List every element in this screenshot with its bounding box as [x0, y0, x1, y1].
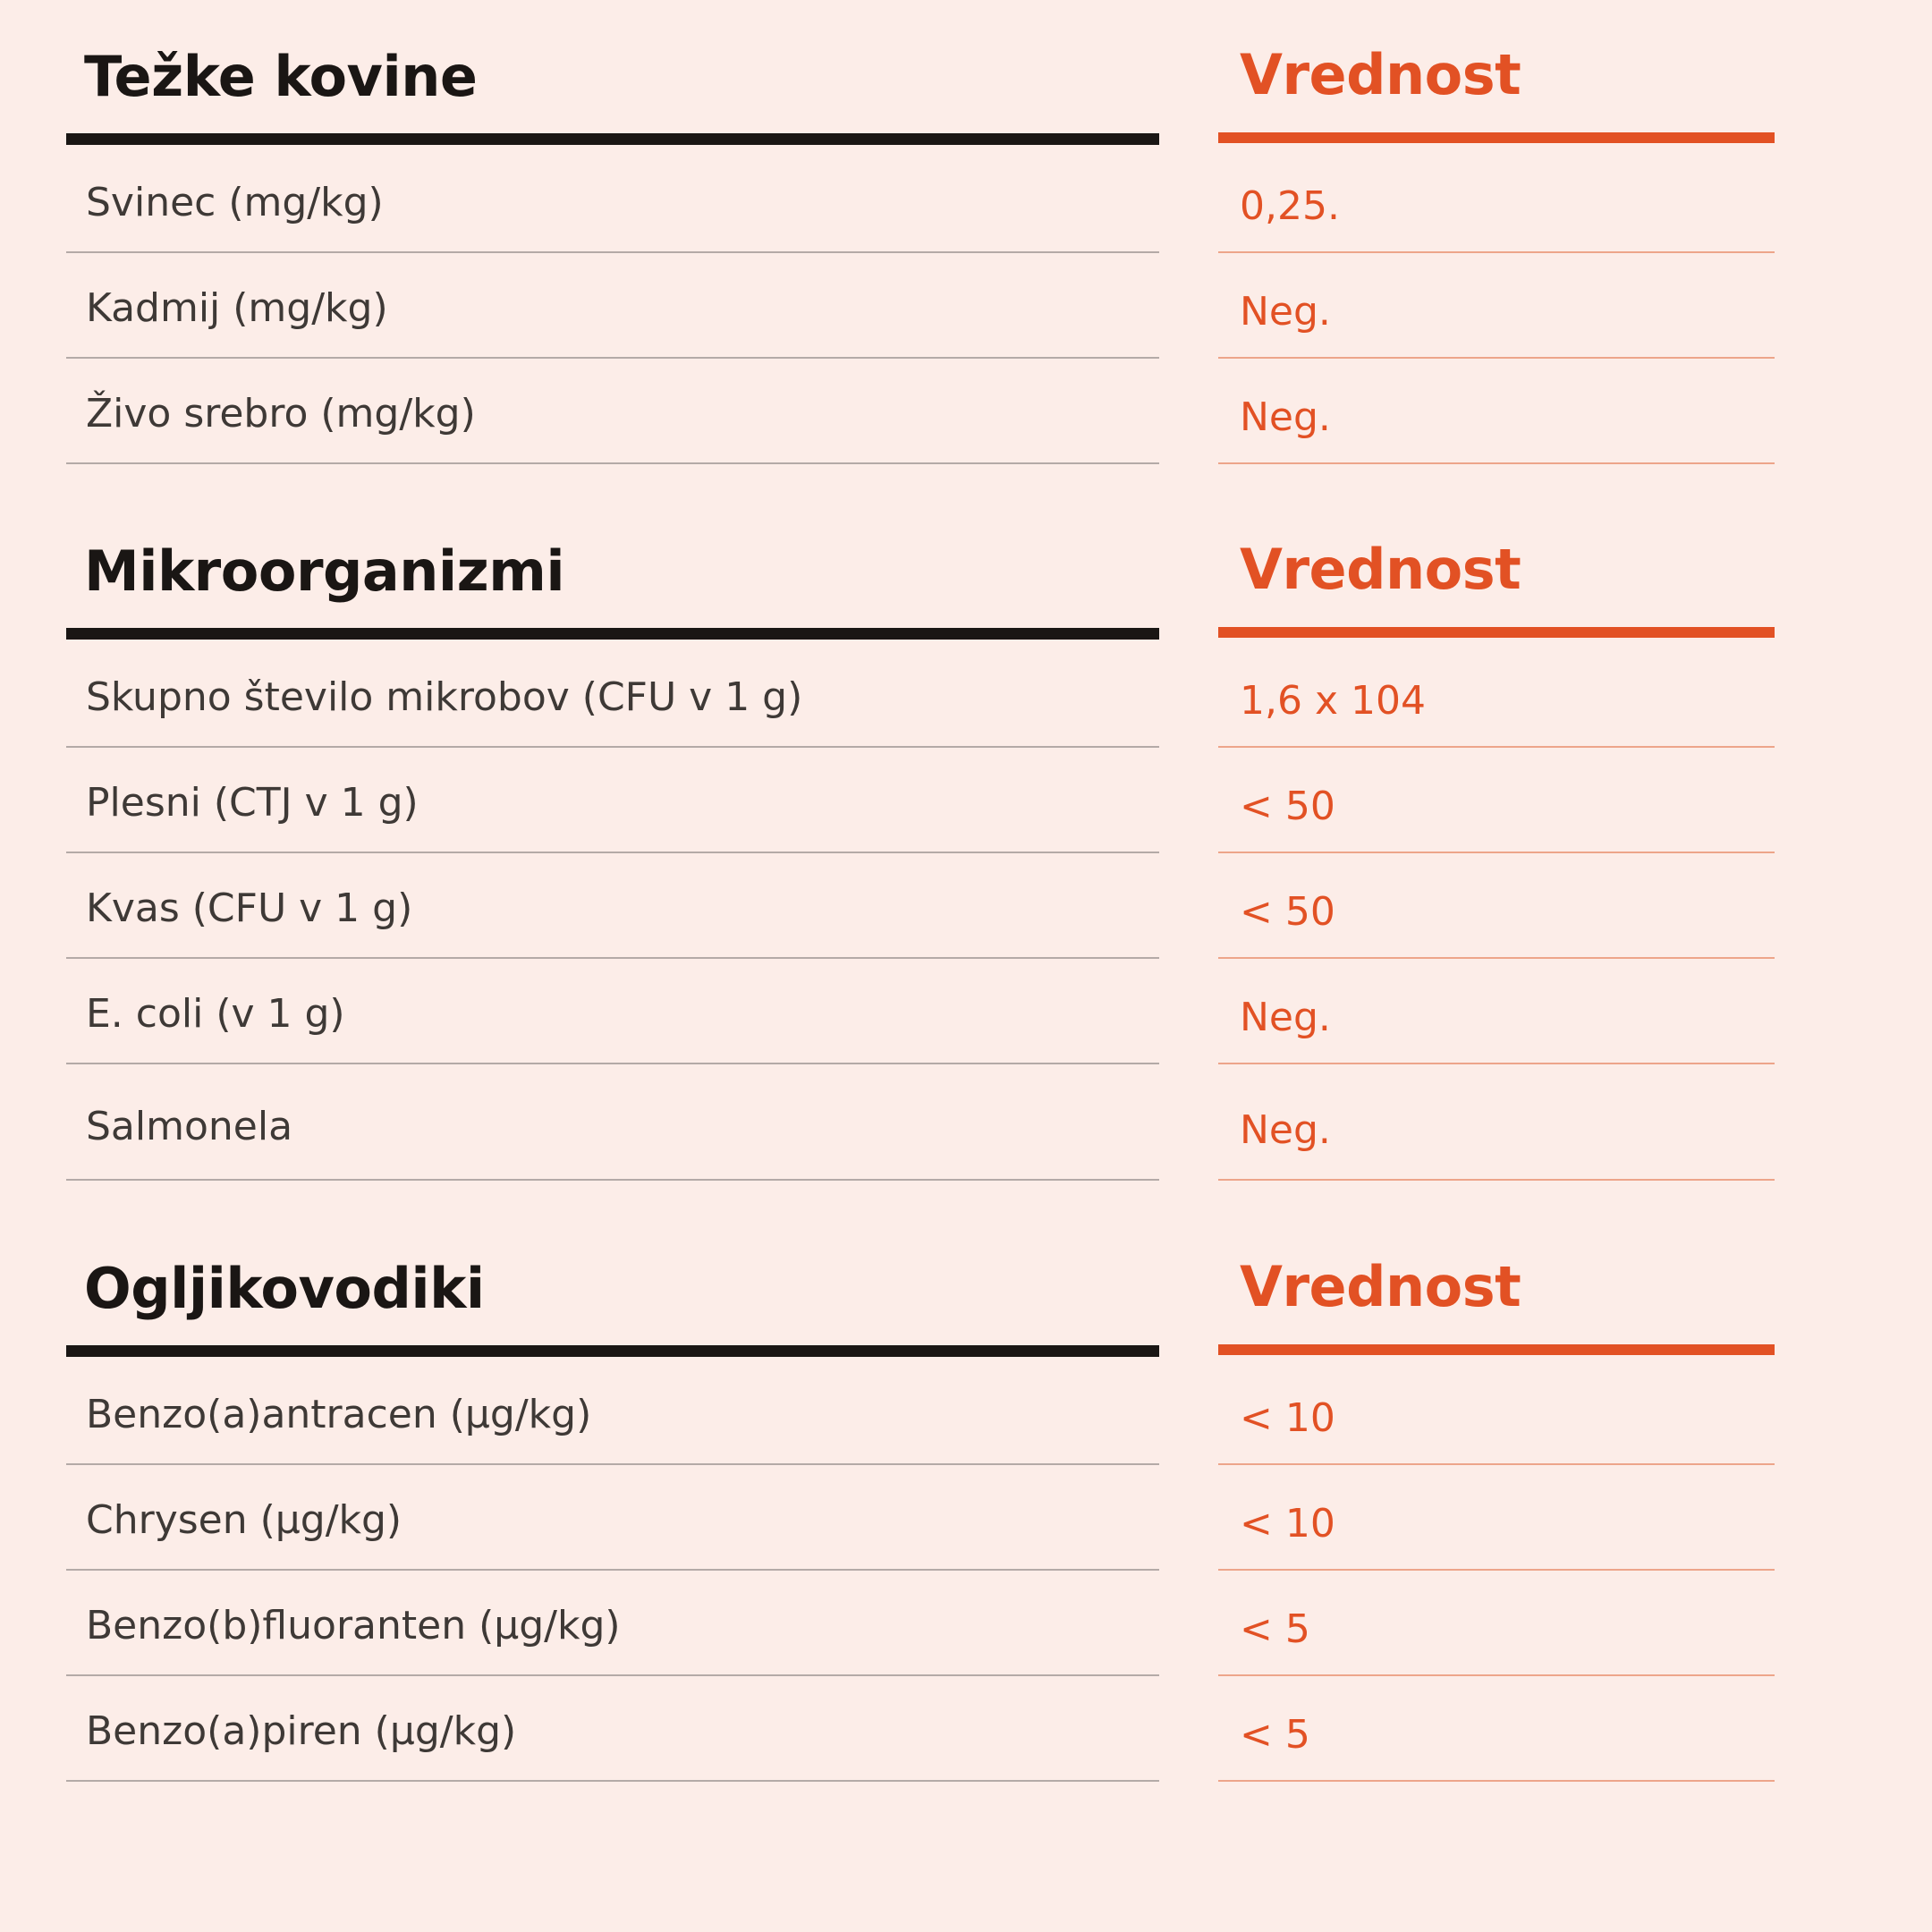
row-label: Kvas (CFU v 1 g) — [86, 886, 413, 931]
row-label-cell — [66, 959, 1159, 1064]
row-label: Kadmij (mg/kg) — [86, 285, 388, 331]
row-value: Neg. — [1240, 289, 1331, 335]
row-value: < 10 — [1240, 1501, 1335, 1546]
value-header-divider — [1218, 1344, 1775, 1355]
row-value-cell — [1218, 642, 1775, 748]
table-row — [0, 1676, 1932, 1782]
row-label-cell — [66, 359, 1159, 464]
row-label-cell — [66, 1064, 1159, 1181]
row-value-cell — [1218, 253, 1775, 359]
row-label: Svinec (mg/kg) — [86, 180, 384, 225]
row-label: Skupno število mikrobov (CFU v 1 g) — [86, 674, 803, 720]
row-label-cell — [66, 748, 1159, 853]
row-value: Neg. — [1240, 995, 1331, 1040]
row-label-cell — [66, 1676, 1159, 1782]
row-label: Benzo(b)fluoranten (µg/kg) — [86, 1603, 621, 1648]
row-label: Plesni (CTJ v 1 g) — [86, 780, 419, 826]
value-header-divider — [1218, 627, 1775, 638]
section-title: Ogljikovodiki — [84, 1256, 485, 1321]
row-label-cell — [66, 642, 1159, 748]
row-value-cell — [1218, 853, 1775, 959]
row-value: < 10 — [1240, 1395, 1335, 1441]
table-row — [0, 1064, 1932, 1181]
section-header — [66, 1256, 1159, 1357]
value-header-title: Vrednost — [1240, 537, 1521, 602]
row-label-cell — [66, 1360, 1159, 1465]
row-value: < 5 — [1240, 1712, 1310, 1758]
table-row — [0, 1360, 1932, 1465]
section-title: Mikroorganizmi — [84, 538, 565, 604]
table-row — [0, 148, 1932, 253]
row-label: Benzo(a)antracen (µg/kg) — [86, 1392, 592, 1437]
row-label: Benzo(a)piren (µg/kg) — [86, 1708, 517, 1754]
section-header — [66, 44, 1159, 145]
row-value-cell — [1218, 1360, 1775, 1465]
row-value: < 50 — [1240, 889, 1335, 935]
row-value-cell — [1218, 1676, 1775, 1782]
row-value: < 5 — [1240, 1606, 1310, 1652]
value-header-title: Vrednost — [1240, 1254, 1521, 1319]
row-value: 0,25. — [1240, 183, 1340, 229]
table-row — [0, 853, 1932, 959]
section-title: Težke kovine — [84, 44, 478, 109]
row-value: Neg. — [1240, 394, 1331, 440]
row-value-cell — [1218, 359, 1775, 464]
row-label-cell — [66, 253, 1159, 359]
row-label-cell — [66, 1571, 1159, 1676]
row-label-cell — [66, 148, 1159, 253]
row-label: Živo srebro (mg/kg) — [86, 391, 476, 436]
value-column-header — [1218, 537, 1775, 638]
row-value-cell — [1218, 148, 1775, 253]
row-value-cell — [1218, 1465, 1775, 1571]
value-header-divider — [1218, 132, 1775, 143]
value-column-header — [1218, 1254, 1775, 1355]
value-header-title: Vrednost — [1240, 42, 1521, 107]
header-divider — [66, 133, 1159, 145]
value-column-header — [1218, 42, 1775, 143]
table-row — [0, 1571, 1932, 1676]
row-label: Salmonela — [86, 1104, 293, 1149]
table-row — [0, 748, 1932, 853]
header-divider — [66, 1345, 1159, 1357]
table-row — [0, 253, 1932, 359]
table-row — [0, 1465, 1932, 1571]
row-label: E. coli (v 1 g) — [86, 991, 345, 1037]
row-value-cell — [1218, 748, 1775, 853]
table-row — [0, 642, 1932, 748]
row-label-cell — [66, 1465, 1159, 1571]
row-value: < 50 — [1240, 784, 1335, 829]
row-value-cell — [1218, 1064, 1775, 1181]
row-value-cell — [1218, 1571, 1775, 1676]
header-divider — [66, 628, 1159, 640]
table-row — [0, 959, 1932, 1064]
row-label-cell — [66, 853, 1159, 959]
row-value: 1,6 x 104 — [1240, 678, 1426, 724]
row-value-cell — [1218, 959, 1775, 1064]
row-value: Neg. — [1240, 1107, 1331, 1153]
section-header — [66, 538, 1159, 640]
table-row — [0, 359, 1932, 464]
row-label: Chrysen (µg/kg) — [86, 1497, 402, 1543]
